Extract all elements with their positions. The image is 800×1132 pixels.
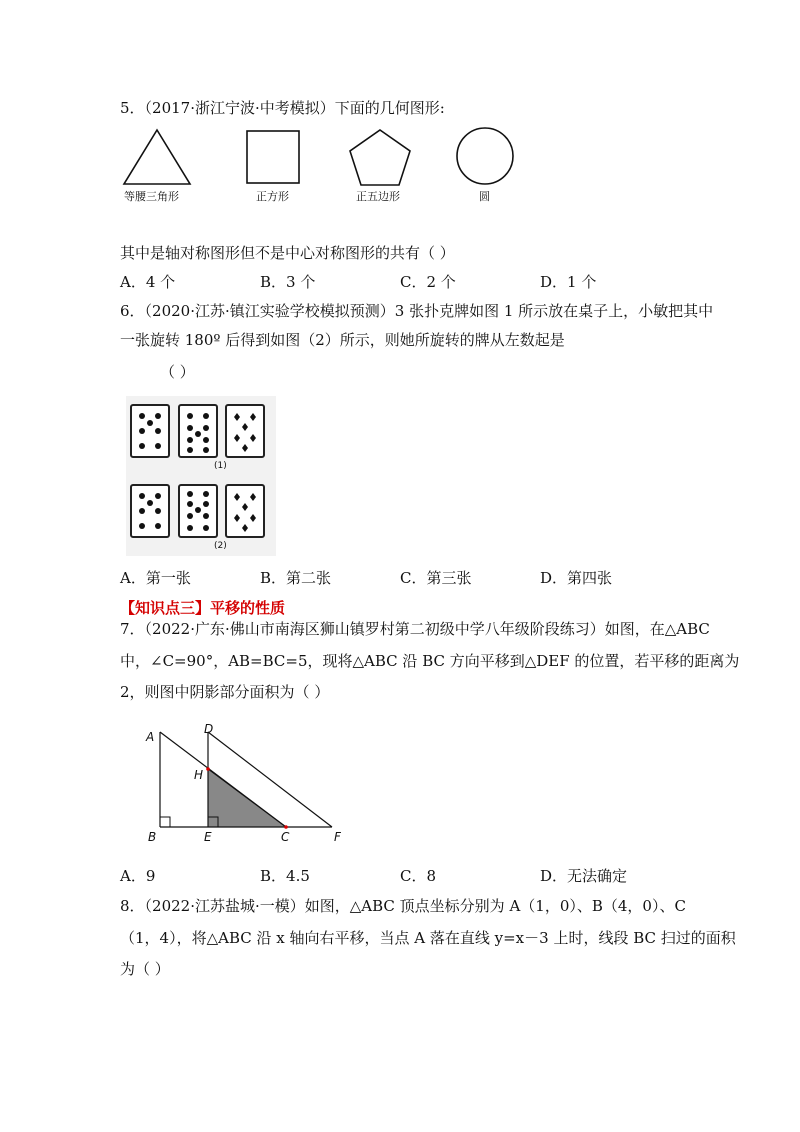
q8-line1: 8．（2022·江苏盐城·一模）如图，△ABC 顶点坐标分别为 A（1，0）、B（4，0）、C: [120, 897, 686, 915]
card-1-fig1: [130, 404, 170, 458]
point-f: F: [334, 830, 341, 844]
section-heading: 【知识点三】平移的性质: [120, 599, 286, 617]
q5-option-d[interactable]: D．1 个: [540, 273, 597, 291]
fig1-label: (1): [214, 461, 227, 471]
card-pips-icon: [227, 406, 263, 456]
card-2-fig1: [178, 404, 218, 458]
shape-label-1: 等腰三角形: [124, 190, 179, 203]
pentagon-icon: [348, 128, 412, 188]
q6-option-d[interactable]: D．第四张: [540, 569, 613, 587]
q7-option-c[interactable]: C．8: [400, 867, 437, 885]
translation-triangles-diagram: [150, 722, 350, 832]
q5-option-c[interactable]: C．2 个: [400, 273, 456, 291]
point-e: E: [204, 830, 212, 844]
q7-line1: 7．（2022·广东·佛山市南海区狮山镇罗村第二初级中学八年级阶段练习）如图，在△ABC: [120, 620, 710, 638]
card-pips-icon: [180, 486, 216, 536]
card-3-fig2: [225, 484, 265, 538]
q7-option-a[interactable]: A．9: [120, 867, 156, 885]
card-1-fig2: [130, 484, 170, 538]
square-icon: [246, 130, 302, 186]
q5-stem: 5．（2017·浙江宁波·中考模拟）下面的几何图形:: [120, 99, 445, 117]
card-3-fig1: [225, 404, 265, 458]
q7-line3: 2，则图中阴影部分面积为（ ）: [120, 683, 330, 701]
shape-label-3: 正五边形: [356, 190, 400, 203]
q6-line2: 一张旋转 180º 后得到如图（2）所示，则她所旋转的牌从左数起是: [120, 331, 565, 349]
q5-option-b[interactable]: B．3 个: [260, 273, 316, 291]
q8-line3: 为（ ）: [120, 960, 170, 978]
point-b: B: [148, 830, 157, 844]
q6-option-b[interactable]: B．第二张: [260, 569, 332, 587]
card-pips-icon: [227, 486, 263, 536]
q6-line1: 6．（2020·江苏·镇江实验学校模拟预测）3 张扑克牌如图 1 所示放在桌子上，小敏把其中: [120, 302, 714, 320]
q5-option-a[interactable]: A．4 个: [120, 273, 176, 291]
point-h: H: [194, 768, 204, 782]
q7-option-d[interactable]: D．无法确定: [540, 867, 628, 885]
card-2-fig2: [178, 484, 218, 538]
triangle-icon: [122, 128, 192, 188]
card-pips-icon: [180, 406, 216, 456]
q5-question: 其中是轴对称图形但不是中心对称图形的共有（ ）: [120, 244, 455, 262]
q6-line3: （ ）: [160, 363, 195, 381]
point-c: C: [281, 830, 290, 844]
card-pips-icon: [132, 406, 168, 456]
q6-option-a[interactable]: A．第一张: [120, 569, 191, 587]
fig2-label: (2): [214, 541, 227, 551]
point-a: A: [146, 730, 155, 744]
card-pips-icon: [132, 486, 168, 536]
shape-label-2: 正方形: [256, 190, 289, 203]
point-d: D: [204, 722, 214, 736]
q7-line2: 中，∠C=90°，AB=BC=5，现将△ABC 沿 BC 方向平移到△DEF 的位置，若平移的距离为: [120, 652, 740, 670]
q8-line2: （1，4），将△ABC 沿 x 轴向右平移，当点 A 落在直线 y=x－3 上时，线段 BC 扫过的面积: [120, 929, 736, 947]
circle-icon: [455, 126, 517, 188]
q6-option-c[interactable]: C．第三张: [400, 569, 472, 587]
q7-option-b[interactable]: B．4.5: [260, 867, 310, 885]
shape-label-4: 圆: [479, 190, 490, 203]
